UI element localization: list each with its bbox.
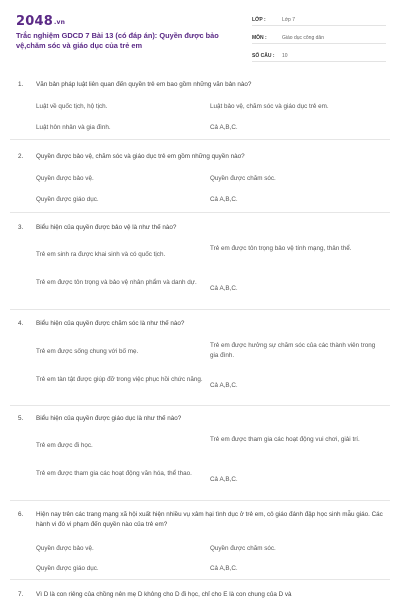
option-c[interactable]: Luật hôn nhân và gia đình. — [36, 124, 111, 131]
divider — [10, 212, 390, 213]
option-d[interactable]: Cả A,B,C. — [210, 382, 238, 389]
meta-subject-row — [252, 32, 386, 44]
option-b[interactable]: Trẻ em được tham gia các hoạt động vui chơi, giải trí. — [210, 436, 360, 443]
logo-text: 2048 — [16, 14, 53, 29]
divider — [10, 405, 390, 406]
option-c[interactable]: Trẻ em tàn tật được giúp đỡ trong việc phục hồi chức năng. — [36, 376, 203, 383]
meta-class-row — [252, 14, 386, 26]
option-b[interactable]: Luật bảo vệ, chăm sóc và giáo dục trẻ em. — [210, 103, 329, 110]
option-a[interactable]: Luật về quốc tịch, hộ tịch. — [36, 103, 108, 110]
option-d[interactable]: Cả A,B,C. — [210, 565, 238, 572]
option-a[interactable]: Quyền được bảo vệ. — [36, 545, 94, 552]
question-number: 3. — [18, 224, 24, 231]
meta-value: Lớp 7 — [282, 16, 296, 23]
question-text: Quyền được bảo vệ, chăm sóc và giáo dục trẻ em gồm những quyền nào? — [36, 153, 245, 160]
question-text: Biểu hiện của quyền được giáo dục là như thế nào? — [36, 415, 182, 422]
meta-count-row — [252, 50, 386, 62]
question-text: Hiện nay trên các trang mạng xã hội xuất hiện nhiều vụ xâm hại tình dục ở trẻ em, cô giáo đánh đập học sinh mẫu giáo. Các hành vi đó vi phạm đến quyền nào của trẻ em? — [36, 511, 383, 528]
page-title: Trắc nghiệm GDCD 7 Bài 13 (có đáp án): Quyền được bảo vệ,chăm sóc và giáo dục của trẻ em — [16, 31, 219, 50]
option-a[interactable]: Trẻ em được sống chung với bố mẹ. — [36, 348, 139, 355]
header — [0, 0, 400, 62]
question-text: Biểu hiện của quyền được chăm sóc là như thế nào? — [36, 320, 185, 327]
option-c[interactable]: Trẻ em được tham gia các hoạt động văn hóa, thể thao. — [36, 470, 192, 477]
option-b[interactable]: Trẻ em được tôn trọng bảo vệ tính mạng, thân thể. — [210, 245, 352, 252]
quiz-meta — [252, 14, 386, 68]
question-number: 1. — [18, 81, 24, 88]
option-c[interactable]: Quyền được giáo dục. — [36, 565, 99, 572]
option-d[interactable]: Cả A,B,C. — [210, 196, 238, 203]
site-logo[interactable] — [16, 14, 65, 29]
meta-value: Giáo dục công dân — [282, 34, 324, 41]
meta-label: LỚP : — [252, 16, 266, 23]
option-c[interactable]: Trẻ em được tôn trọng và bảo vệ nhân phẩm và danh dự. — [36, 279, 197, 286]
question-text: Biểu hiện của quyền được bảo vệ là như thế nào? — [36, 224, 177, 231]
option-d[interactable]: Cả A,B,C. — [210, 285, 238, 292]
meta-value: 10 — [282, 52, 288, 59]
question-text: Văn bản pháp luật liên quan đến quyền trẻ em bao gồm những văn bản nào? — [36, 81, 252, 88]
meta-label: MÔN : — [252, 34, 267, 41]
option-d[interactable]: Cả A,B,C. — [210, 476, 238, 483]
question-number: 2. — [18, 153, 24, 160]
option-d[interactable]: Cả A,B,C. — [210, 124, 238, 131]
option-a[interactable]: Trẻ em được đi học. — [36, 442, 93, 449]
question-number: 6. — [18, 511, 24, 518]
logo-suffix: .vn — [53, 19, 66, 26]
divider — [10, 139, 390, 140]
question-number: 5. — [18, 415, 24, 422]
option-a[interactable]: Quyền được bảo vệ. — [36, 175, 94, 182]
option-b[interactable]: Trẻ em được hưởng sự chăm sóc của các thành viên trong gia đình. — [210, 342, 376, 359]
meta-label: SỐ CÂU : — [252, 52, 275, 59]
divider — [10, 309, 390, 310]
option-c[interactable]: Quyền được giáo dục. — [36, 196, 99, 203]
option-b[interactable]: Quyền được chăm sóc. — [210, 175, 276, 182]
question-number: 4. — [18, 320, 24, 327]
divider — [10, 579, 390, 580]
question-number: 7. — [18, 591, 24, 598]
option-a[interactable]: Trẻ em sinh ra được khai sinh và có quốc tịch. — [36, 251, 166, 258]
option-b[interactable]: Quyền được chăm sóc. — [210, 545, 276, 552]
divider — [10, 500, 390, 501]
question-text: Vì D là con riêng của chồng nên mẹ D không cho D đi học, chỉ cho E là con chung của D và — [36, 591, 292, 598]
